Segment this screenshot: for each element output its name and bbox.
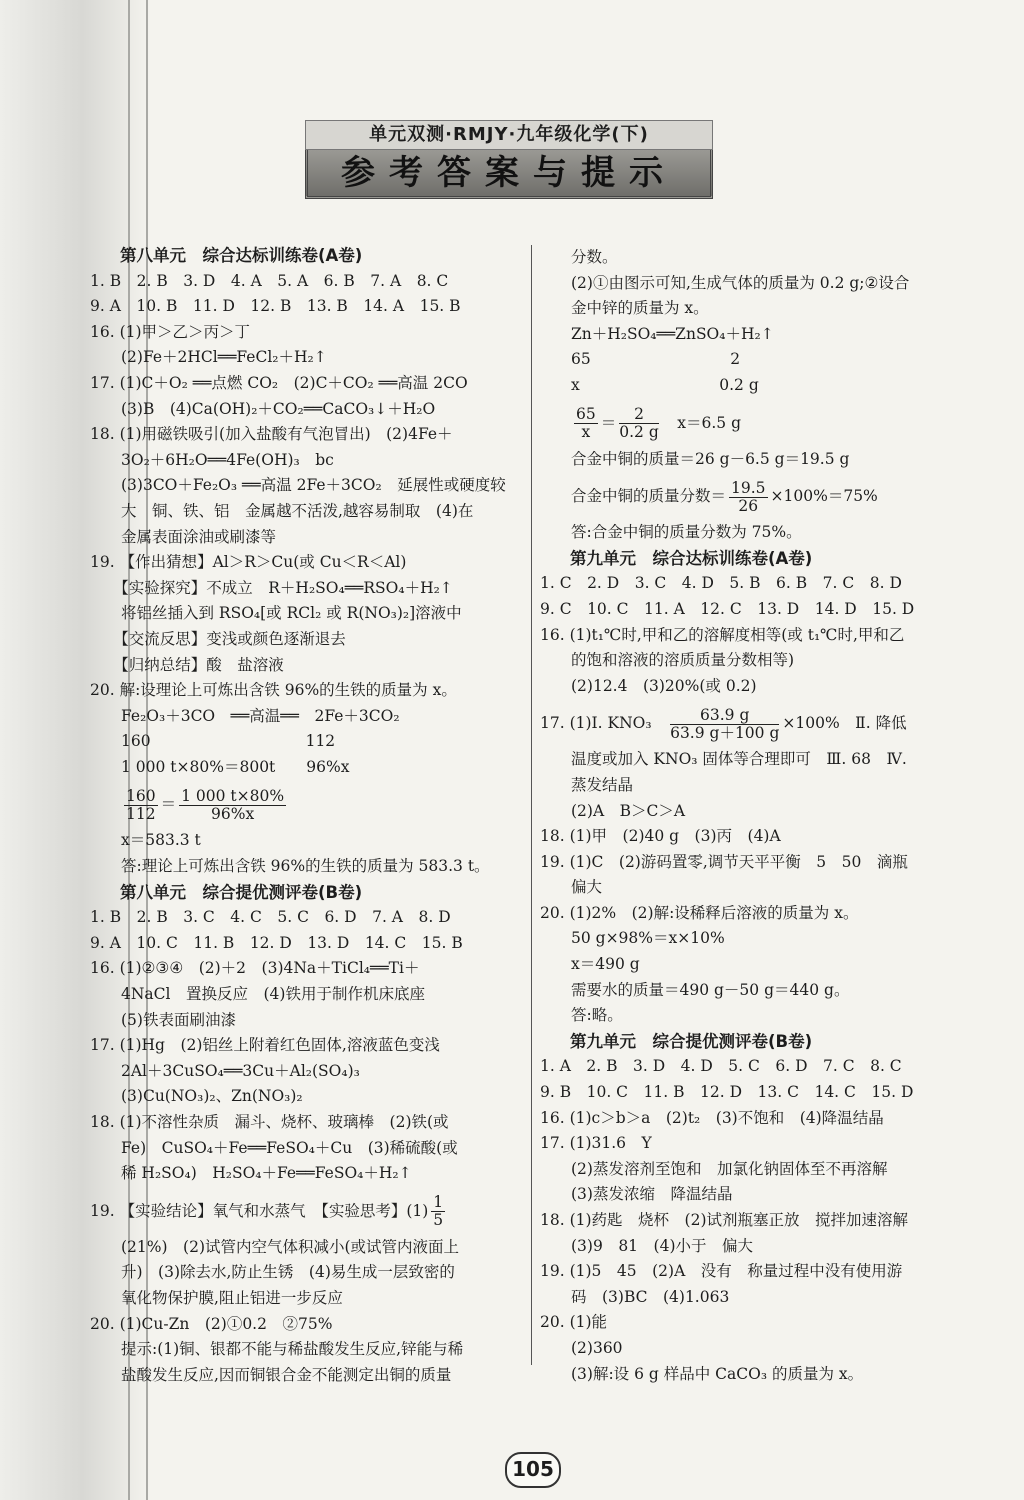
text-run xyxy=(90,795,121,813)
answer-line: 19. (1)5 45 (2)A 没有 称量过程中没有使用游 xyxy=(540,1262,903,1281)
numerator: 19.5 xyxy=(731,478,766,497)
answer-line: 大 铜、铁、铝 金属越不活泼,越容易制取 (4)在 xyxy=(90,501,474,520)
answer-line: (3)Cu(NO₃)₂、Zn(NO₃)₂ xyxy=(90,1087,303,1106)
answer-line: 蒸发结晶 xyxy=(540,775,634,794)
answer-line: (3)解:设 6 g 样品中 CaCO₃ 的质量为 x。 xyxy=(540,1364,864,1383)
right-column xyxy=(540,245,980,1387)
answer-line: 1. B 2. B 3. D 4. A 5. A 6. B 7. A 8. C xyxy=(90,271,449,290)
fraction xyxy=(179,788,286,823)
section-heading: 第八单元 综合提优测评卷(B卷) xyxy=(120,882,363,902)
numerator: 160 xyxy=(126,786,156,805)
text-run: ＝ xyxy=(160,795,177,814)
answer-line: 1. A 2. B 3. D 4. D 5. C 6. D 7. C 8. C xyxy=(540,1057,902,1076)
fraction xyxy=(431,1194,445,1229)
numerator: 2 xyxy=(619,406,659,424)
answer-line: (3)9 81 (4)小于 偏大 xyxy=(540,1236,753,1255)
answer-line: (2)360 xyxy=(540,1338,623,1357)
text-run: ＝ xyxy=(600,413,617,432)
answer-line: 合金中铜的质量＝26 g－6.5 g＝19.5 g xyxy=(540,449,850,468)
answer-line: 18. (1)甲 (2)40 g (3)丙 (4)A xyxy=(540,827,781,846)
answer-line: 50 g×98%＝x×10% xyxy=(540,929,725,948)
answer-line: (2)Fe＋2HCl══FeCl₂＋H₂↑ xyxy=(90,348,327,367)
text-run: x＝6.5 g xyxy=(661,413,742,432)
answer-line: (2)12.4 (3)20%(或 0.2) xyxy=(540,676,757,695)
answer-line: 提示:(1)铜、银都不能与稀盐酸发生反应,锌能与稀 xyxy=(90,1340,464,1359)
answer-line: 16. (1)t₁℃时,甲和乙的溶解度相等(或 t₁℃时,甲和乙 xyxy=(540,625,905,644)
answer-line: 2Al＋3CuSO₄══3Cu＋Al₂(SO₄)₃ xyxy=(90,1061,360,1080)
denominator: 112 xyxy=(126,804,156,823)
answer-line: 答:略。 xyxy=(540,1006,623,1025)
answer-line: Zn＋H₂SO₄══ZnSO₄＋H₂↑ xyxy=(540,324,774,343)
text-run: ×100%＝75% xyxy=(770,487,878,506)
answer-line: (3)B (4)Ca(OH)₂＋CO₂══CaCO₃↓＋H₂O xyxy=(90,399,436,418)
answer-line: 19. (1)C (2)游码置零,调节天平平衡 5 50 滴瓶 xyxy=(540,852,908,871)
answer-line-fraction xyxy=(90,1187,520,1235)
answer-line: 4NaCl 置换反应 (4)铁用于制作机床底座 xyxy=(90,985,425,1004)
section-heading: 第八单元 综合达标训练卷(A卷) xyxy=(120,246,363,265)
fraction xyxy=(729,480,768,515)
answer-line: x＝583.3 t xyxy=(90,831,201,850)
answer-line: 盐酸发生反应,因而铜银合金不能测定出铜的质量 xyxy=(90,1365,452,1384)
answer-line: 金中锌的质量为 x。 xyxy=(540,299,709,318)
page-header xyxy=(305,120,713,196)
fraction xyxy=(574,406,598,441)
answer-line: 将铝丝插入到 RSO₄[或 RCl₂ 或 R(NO₃)₂]溶液中 xyxy=(90,604,462,623)
answer-line: 9. B 10. C 11. B 12. D 13. C 14. C 15. D xyxy=(540,1083,914,1102)
denominator: 5 xyxy=(433,1211,444,1230)
left-column xyxy=(90,243,520,1388)
answer-line-fraction xyxy=(540,399,980,447)
answer-line: 160 112 xyxy=(90,732,336,751)
denominator: 63.9 g＋100 g xyxy=(670,723,780,742)
answer-line: 19. 【作出猜想】Al＞R＞Cu(或 Cu＜R＜Al) xyxy=(90,553,407,572)
answer-line: 1. C 2. D 3. C 4. D 5. B 6. B 7. C 8. D xyxy=(540,574,902,593)
denominator: 26 xyxy=(738,496,759,515)
denominator: 96%x xyxy=(211,804,255,823)
answer-line: 65 2 xyxy=(540,350,741,369)
answer-line: 20. (1)Cu-Zn (2)①0.2 ②75% xyxy=(90,1314,333,1333)
denominator: x xyxy=(581,423,591,442)
answer-line: x＝490 g xyxy=(540,955,640,974)
answer-line: Fe) CuSO₄＋Fe══FeSO₄＋Cu (3)稀硫酸(或 xyxy=(90,1138,458,1157)
answer-line: (21%) (2)试管内空气体积减小(或试管内液面上 xyxy=(90,1237,460,1256)
answer-line: 9. A 10. B 11. D 12. B 13. B 14. A 15. B xyxy=(90,297,461,316)
text-run: 19. 【实验结论】氧气和水蒸气 【实验思考】(1) xyxy=(90,1201,429,1220)
answer-line: 1 000 t×80%＝800t 96%x xyxy=(90,757,350,776)
text-run: ×100% Ⅱ. 降低 xyxy=(782,714,907,733)
answer-line: x 0.2 g xyxy=(540,375,759,394)
fraction xyxy=(124,788,158,823)
answer-line: 1. B 2. B 3. C 4. C 5. C 6. D 7. A 8. D xyxy=(90,908,451,927)
answer-line: 9. C 10. C 11. A 12. C 13. D 14. D 15. D xyxy=(540,599,915,618)
numerator: 65 xyxy=(576,405,596,424)
answer-line: (2)①由图示可知,生成气体的质量为 0.2 g;②设合 xyxy=(540,273,910,292)
answer-line: (3)蒸发浓缩 降温结晶 xyxy=(540,1185,733,1204)
answer-line: 20. (1)2% (2)解:设稀释后溶液的质量为 x。 xyxy=(540,903,859,922)
answer-line: 氧化物保护膜,阻止铝进一步反应 xyxy=(90,1288,343,1307)
answer-line: 【归纳总结】酸 盐溶液 xyxy=(90,655,284,674)
numerator: 63.9 g xyxy=(670,707,779,725)
answer-line: 16. (1)c＞b＞a (2)t₂ (3)不饱和 (4)降温结晶 xyxy=(540,1108,884,1127)
answer-line: 分数。 xyxy=(540,248,618,266)
column-divider xyxy=(531,245,532,1365)
answer-line: 16. (1)甲＞乙＞丙＞丁 xyxy=(90,322,251,341)
fraction xyxy=(670,707,779,742)
numerator: 1 000 t×80% xyxy=(181,786,285,805)
answer-line: 17. (1)Hg (2)铝丝上附着红色固体,溶液蓝色变浅 xyxy=(90,1036,440,1055)
answer-line: 20. 解:设理论上可炼出含铁 96%的生铁的质量为 x。 xyxy=(90,681,457,700)
book-subtitle: 单元双测·RMJY·九年级化学(下) xyxy=(305,120,713,150)
answer-line: (5)铁表面刷油漆 xyxy=(90,1010,236,1029)
answer-line: 17. (1)C＋O₂ ══点燃 CO₂ (2)C＋CO₂ ══高温 2CO xyxy=(90,373,468,392)
numerator: 1 xyxy=(433,1193,444,1212)
answer-line: 17. (1)31.6 Y xyxy=(540,1134,652,1153)
answer-line: 【实验探究】不成立 R＋H₂SO₄══RSO₄＋H₂↑ xyxy=(90,578,453,597)
section-heading: 第九单元 综合达标训练卷(A卷) xyxy=(570,548,813,568)
page-title: 参考答案与提示 xyxy=(305,150,713,199)
answer-line: 18. (1)药匙 烧杯 (2)试剂瓶塞正放 搅拌加速溶解 xyxy=(540,1211,908,1229)
answer-line-fraction xyxy=(540,699,980,747)
text-run: 合金中铜的质量分数＝ xyxy=(540,487,727,506)
answer-line-fraction xyxy=(90,780,520,828)
page-number: 105 xyxy=(505,1452,561,1488)
answer-line: 20. (1)能 xyxy=(540,1313,608,1332)
section-heading: 第九单元 综合提优测评卷(B卷) xyxy=(570,1031,813,1051)
answer-line: 18. (1)不溶性杂质 漏斗、烧杯、玻璃棒 (2)铁(或 xyxy=(90,1113,449,1131)
answer-line: 3O₂＋6H₂O══4Fe(OH)₃ bc xyxy=(90,450,334,469)
text-run xyxy=(540,414,571,432)
answer-line: 16. (1)②③④ (2)＋2 (3)4Na＋TiCl₄══Ti＋ xyxy=(90,959,420,978)
answer-line: (2)A B＞C＞A xyxy=(540,801,686,820)
denominator: 0.2 g xyxy=(619,423,659,442)
text-run: 17. (1)Ⅰ. KNO₃ xyxy=(540,714,668,733)
answer-line: 9. A 10. C 11. B 12. D 13. D 14. C 15. B xyxy=(90,933,463,952)
answer-line: 码 (3)BC (4)1.063 xyxy=(540,1287,730,1306)
answer-line: 偏大 xyxy=(540,878,603,897)
answer-line: Fe₂O₃＋3CO ══高温══ 2Fe＋3CO₂ xyxy=(90,706,400,725)
answer-line: 需要水的质量＝490 g－50 g＝440 g。 xyxy=(540,980,850,999)
answer-line: 金属表面涂油或刷漆等 xyxy=(90,527,277,546)
answer-line: 【交流反思】变浅或颜色逐渐退去 xyxy=(90,629,346,648)
answer-line: 18. (1)用磁铁吸引(加入盐酸有气泡冒出) (2)4Fe＋ xyxy=(90,425,453,444)
answer-line: 温度或加入 KNO₃ 固体等合理即可 Ⅲ. 68 Ⅳ. xyxy=(540,750,907,769)
fraction xyxy=(619,406,659,441)
answer-line: (2)蒸发溶剂至饱和 加氯化钠固体至不再溶解 xyxy=(540,1159,888,1178)
answer-line: 升) (3)除去水,防止生锈 (4)易生成一层致密的 xyxy=(90,1263,455,1282)
answer-line-fraction xyxy=(540,472,980,520)
answer-line: 的饱和溶液的溶质质量分数相等) xyxy=(540,651,795,670)
answer-line: 答:合金中铜的质量分数为 75%。 xyxy=(540,523,802,542)
answer-line: 稀 H₂SO₄) H₂SO₄＋Fe══FeSO₄＋H₂↑ xyxy=(90,1164,412,1183)
answer-line: 答:理论上可炼出含铁 96%的生铁的质量为 583.3 t。 xyxy=(90,857,490,876)
answer-line: (3)3CO＋Fe₂O₃ ══高温 2Fe＋3CO₂ 延展性或硬度较 xyxy=(90,476,506,495)
